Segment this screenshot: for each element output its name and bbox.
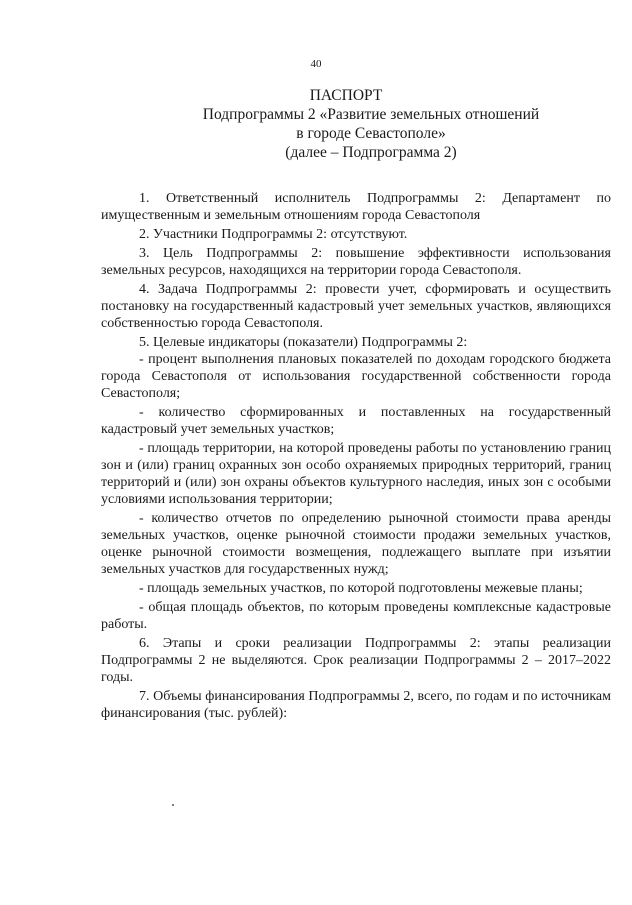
item-target-indicators: 5. Целевые индикаторы (показатели) Подпрограммы 2: xyxy=(139,335,468,350)
document-heading xyxy=(0,86,632,162)
indicator-budget-revenue: - процент выполнения плановых показателей по доходам городского бюджета города Севастополя от использования государственной собственности города Севастополя; xyxy=(101,352,611,401)
subprogram-title-line-2: в городе Севастополе» xyxy=(296,125,446,142)
indicator-cadastral-works-area: - общая площадь объектов, по которым проведены комплексные кадастровые работы. xyxy=(101,600,611,632)
item-financing-volumes: 7. Объемы финансирования Подпрограммы 2, всего, по годам и по источникам финансирования (тыс. рублей): xyxy=(101,689,611,721)
item-task: 4. Задача Подпрограммы 2: провести учет, сформировать и осуществить постановку на государственный кадастровый учет земельных участков, являющихся собственностью города Севастополя. xyxy=(101,282,611,331)
passport-title: ПАСПОРТ xyxy=(309,87,383,104)
item-goal: 3. Цель Подпрограммы 2: повышение эффективности использования земельных ресурсов, находящихся на территории города Севастополя. xyxy=(101,246,611,278)
indicator-valuation-reports: - количество отчетов по определению рыночной стоимости права аренды земельных участков, оценке рыночной стоимости продажи земельных участков, оценке рыночной стоимости возмещения, подлежащего выплате при изъятии земельных участков для государственных нужд; xyxy=(101,511,611,577)
indicator-zone-boundaries-area: - площадь территории, на которой проведены работы по установлению границ зон и (или) границ охранных зон особо охраняемых природных территорий, границ территорий и (или) зон охраны объектов культурного наследия, иных зон с особыми условиями использования территории; xyxy=(101,441,611,507)
item-participants: 2. Участники Подпрограммы 2: отсутствуют. xyxy=(139,227,408,242)
subprogram-title-line-1: Подпрограммы 2 «Развитие земельных отношений xyxy=(202,106,540,123)
indicator-land-plots-registered: - количество сформированных и поставленных на государственный кадастровый учет земельных участков; xyxy=(101,405,611,437)
subprogram-title-line-3: (далее – Подпрограмма 2) xyxy=(285,144,457,161)
page-number: 40 xyxy=(310,58,322,70)
item-stages-and-terms: 6. Этапы и сроки реализации Подпрограммы 2: этапы реализации Подпрограммы 2 не выделяются. Срок реализации Подпрограммы 2 – 2017–2022 годы. xyxy=(101,636,611,685)
item-responsible-executor: 1. Ответственный исполнитель Подпрограммы 2: Департамент по имущественным и земельным отношениям города Севастополя xyxy=(101,191,611,223)
passport-body xyxy=(101,190,611,722)
scan-speck xyxy=(172,804,174,806)
indicator-boundary-plans-area: - площадь земельных участков, по которой подготовлены межевые планы; xyxy=(139,581,583,596)
